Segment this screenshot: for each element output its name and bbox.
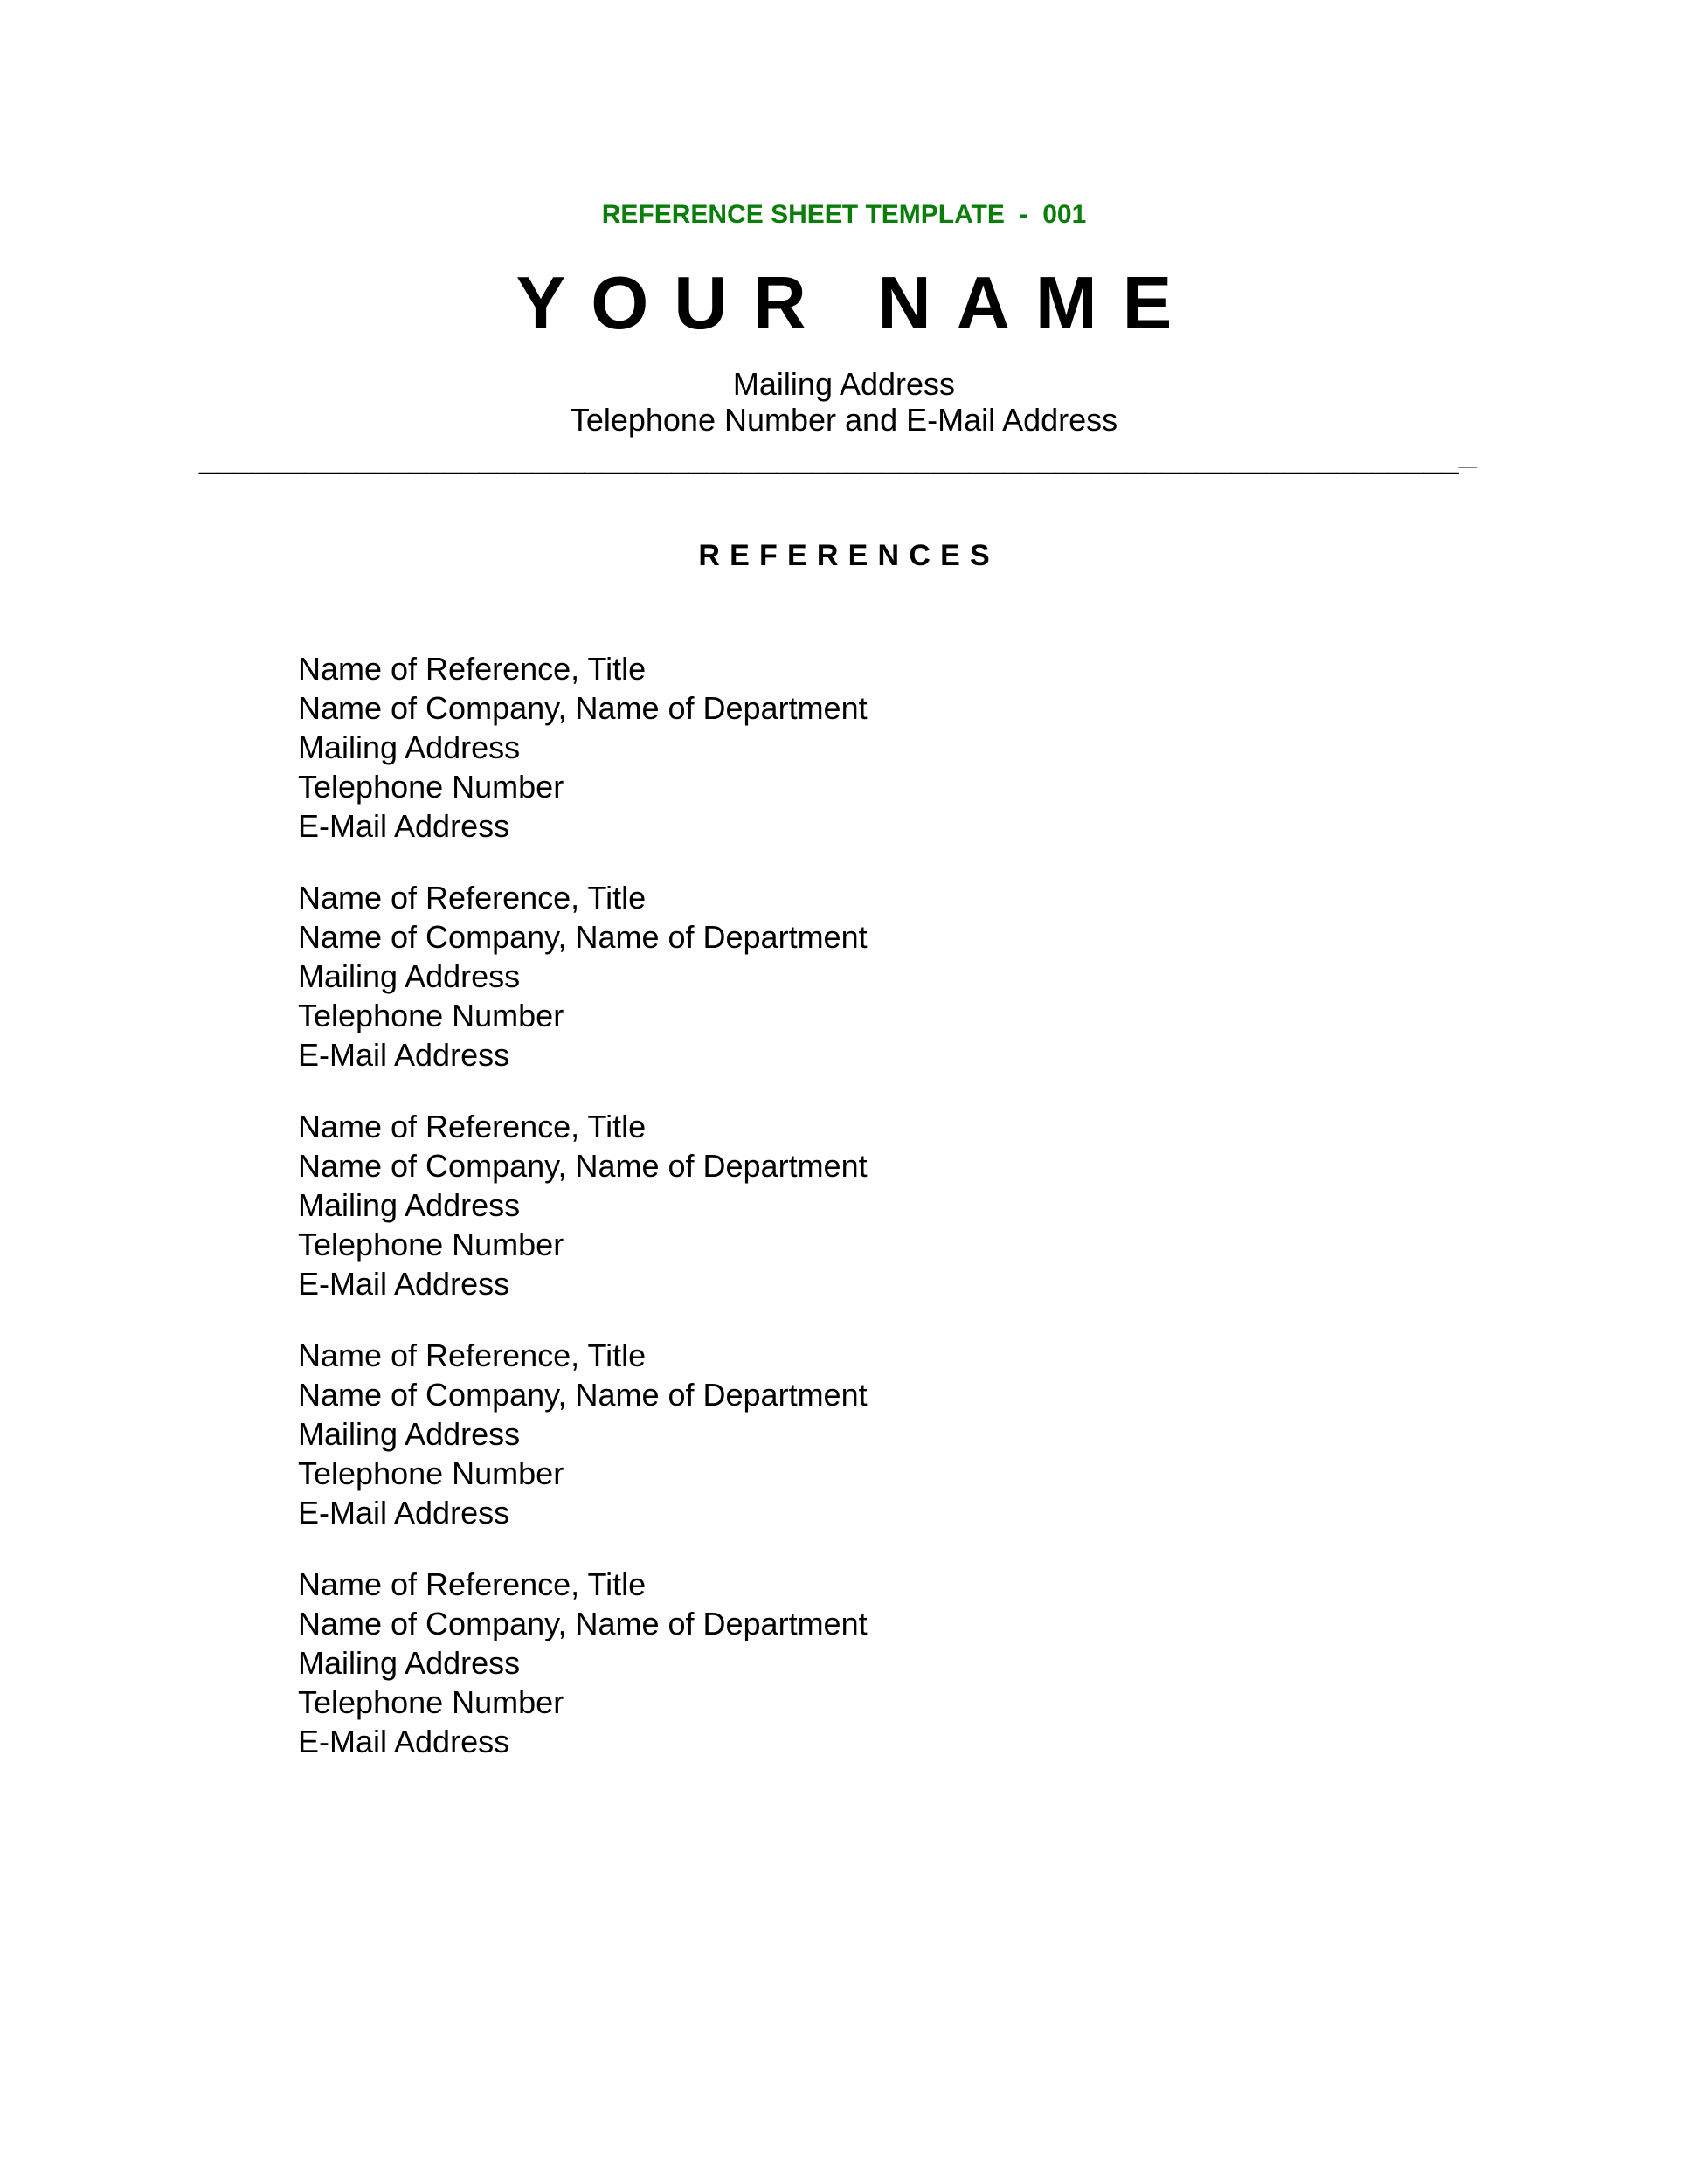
ref-company-line: Name of Company, Name of Department bbox=[298, 1606, 868, 1641]
ref-email-line: E-Mail Address bbox=[298, 808, 510, 844]
divider-underscores: ________________________________________________________________________ bbox=[199, 439, 1459, 475]
ref-email-line: E-Mail Address bbox=[298, 1266, 510, 1302]
ref-email-line: E-Mail Address bbox=[298, 1037, 510, 1073]
ref-company-line: Name of Company, Name of Department bbox=[298, 919, 868, 955]
ref-company-line: Name of Company, Name of Department bbox=[298, 1377, 868, 1413]
ref-phone-line: Telephone Number bbox=[298, 1227, 564, 1262]
ref-name-title-line: Name of Reference, Title bbox=[298, 1566, 647, 1602]
references-heading: REFERENCES bbox=[698, 539, 1000, 572]
reference-entry bbox=[298, 649, 868, 846]
reference-entry bbox=[298, 1107, 868, 1303]
reference-entry bbox=[298, 878, 868, 1075]
ref-phone-line: Telephone Number bbox=[298, 769, 564, 805]
ref-name-title-line: Name of Reference, Title bbox=[298, 651, 647, 687]
ref-name-title-line: Name of Reference, Title bbox=[298, 880, 647, 916]
ref-mailing-line: Mailing Address bbox=[298, 1416, 521, 1452]
reference-entry bbox=[298, 1336, 868, 1532]
ref-mailing-line: Mailing Address bbox=[298, 1187, 521, 1223]
ref-name-title-line: Name of Reference, Title bbox=[298, 1337, 647, 1373]
reference-entry bbox=[298, 1565, 868, 1761]
reference-list bbox=[298, 649, 868, 1794]
ref-mailing-line: Mailing Address bbox=[298, 1645, 521, 1681]
ref-email-line: E-Mail Address bbox=[298, 1495, 510, 1531]
ref-name-title-line: Name of Reference, Title bbox=[298, 1109, 647, 1144]
ref-company-line: Name of Company, Name of Department bbox=[298, 1148, 868, 1184]
ref-company-line: Name of Company, Name of Department bbox=[298, 690, 868, 726]
divider-tail-dash: _ bbox=[1458, 435, 1477, 471]
divider-line bbox=[199, 435, 1477, 477]
template-header-label: REFERENCE SHEET TEMPLATE - 001 bbox=[601, 200, 1087, 229]
phone-email-line: Telephone Number and E-Mail Address bbox=[570, 402, 1118, 438]
ref-mailing-line: Mailing Address bbox=[298, 958, 521, 994]
ref-phone-line: Telephone Number bbox=[298, 998, 564, 1033]
ref-mailing-line: Mailing Address bbox=[298, 729, 521, 765]
mailing-address-line: Mailing Address bbox=[732, 366, 956, 402]
ref-phone-line: Telephone Number bbox=[298, 1455, 564, 1491]
page-title: YOUR NAME bbox=[515, 262, 1198, 345]
ref-phone-line: Telephone Number bbox=[298, 1684, 564, 1720]
ref-email-line: E-Mail Address bbox=[298, 1724, 510, 1759]
contact-block bbox=[0, 366, 1688, 438]
